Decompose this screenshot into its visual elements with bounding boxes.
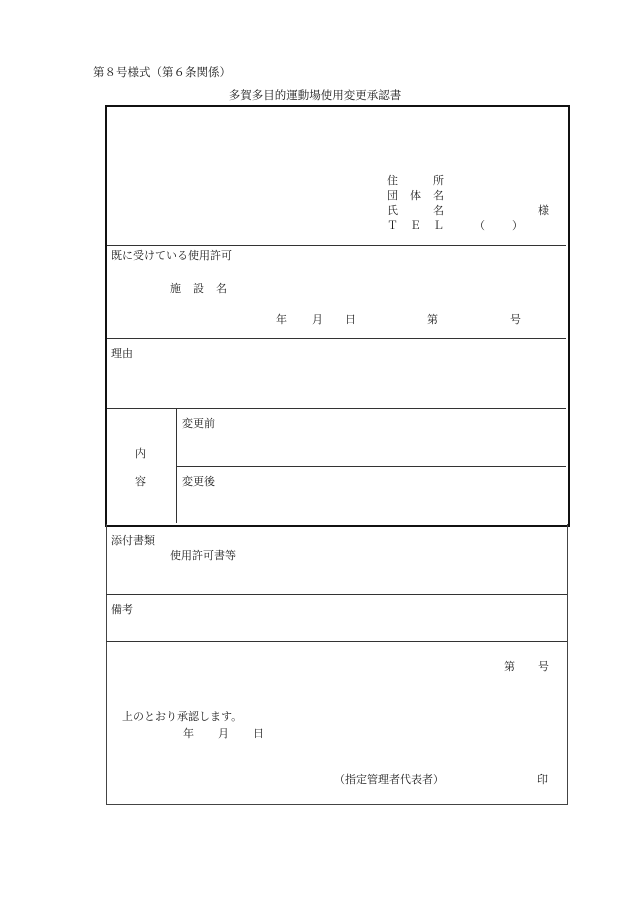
group-label-2: 体 — [410, 189, 421, 202]
permit-day-label: 日 — [345, 313, 356, 326]
facility-label-2: 設 — [193, 282, 204, 295]
permit-month-label: 月 — [312, 313, 323, 326]
approval-section — [106, 524, 568, 805]
address-label-2: 所 — [433, 174, 444, 187]
approval-year-label: 年 — [183, 727, 194, 740]
approval-statement: 上のとおり承認します。 — [122, 710, 243, 723]
tel-label-1: Ｔ — [387, 219, 398, 232]
remarks-label: 備考 — [111, 603, 133, 616]
attachments-label: 添付書類 — [111, 534, 155, 547]
seal-mark: 印 — [537, 773, 548, 786]
tel-paren-open: （ — [474, 219, 485, 232]
tel-label-2: Ｅ — [410, 219, 421, 232]
permit-number-suffix: 号 — [510, 313, 521, 326]
divider-remarks — [106, 641, 567, 642]
divider-attachments — [106, 594, 567, 595]
before-change-label: 変更前 — [182, 417, 215, 430]
address-label-1: 住 — [387, 174, 398, 187]
attachments-item: 使用許可書等 — [170, 549, 236, 562]
divider-permit — [107, 338, 566, 339]
approval-number-suffix: 号 — [538, 660, 549, 673]
approval-day-label: 日 — [253, 727, 264, 740]
content-label-1: 内 — [135, 447, 146, 460]
divider-content-label — [176, 409, 177, 523]
group-label-3: 名 — [433, 189, 444, 202]
facility-label-3: 名 — [216, 282, 227, 295]
form-number: 第８号様式（第６条関係） — [93, 65, 231, 79]
permit-year-label: 年 — [276, 313, 287, 326]
document-title: 多賀多目的運動場使用変更承認書 — [228, 88, 402, 102]
group-label-1: 団 — [387, 189, 398, 202]
application-section — [105, 105, 570, 527]
permit-number-prefix: 第 — [427, 313, 438, 326]
content-label-2: 容 — [135, 475, 146, 488]
after-change-label: 変更後 — [182, 475, 215, 488]
divider-applicant — [107, 245, 566, 246]
name-label-2: 名 — [433, 204, 444, 217]
facility-label-1: 施 — [170, 282, 181, 295]
name-label-1: 氏 — [387, 204, 398, 217]
honorific: 様 — [538, 204, 549, 217]
tel-paren-close: ） — [512, 219, 523, 232]
reason-label: 理由 — [111, 347, 133, 360]
tel-label-3: Ｌ — [433, 219, 444, 232]
divider-before-after — [176, 466, 566, 467]
approval-number-prefix: 第 — [504, 660, 515, 673]
signer-label: （指定管理者代表者） — [334, 773, 444, 786]
approval-month-label: 月 — [218, 727, 229, 740]
existing-permit-heading: 既に受けている使用許可 — [111, 249, 232, 262]
